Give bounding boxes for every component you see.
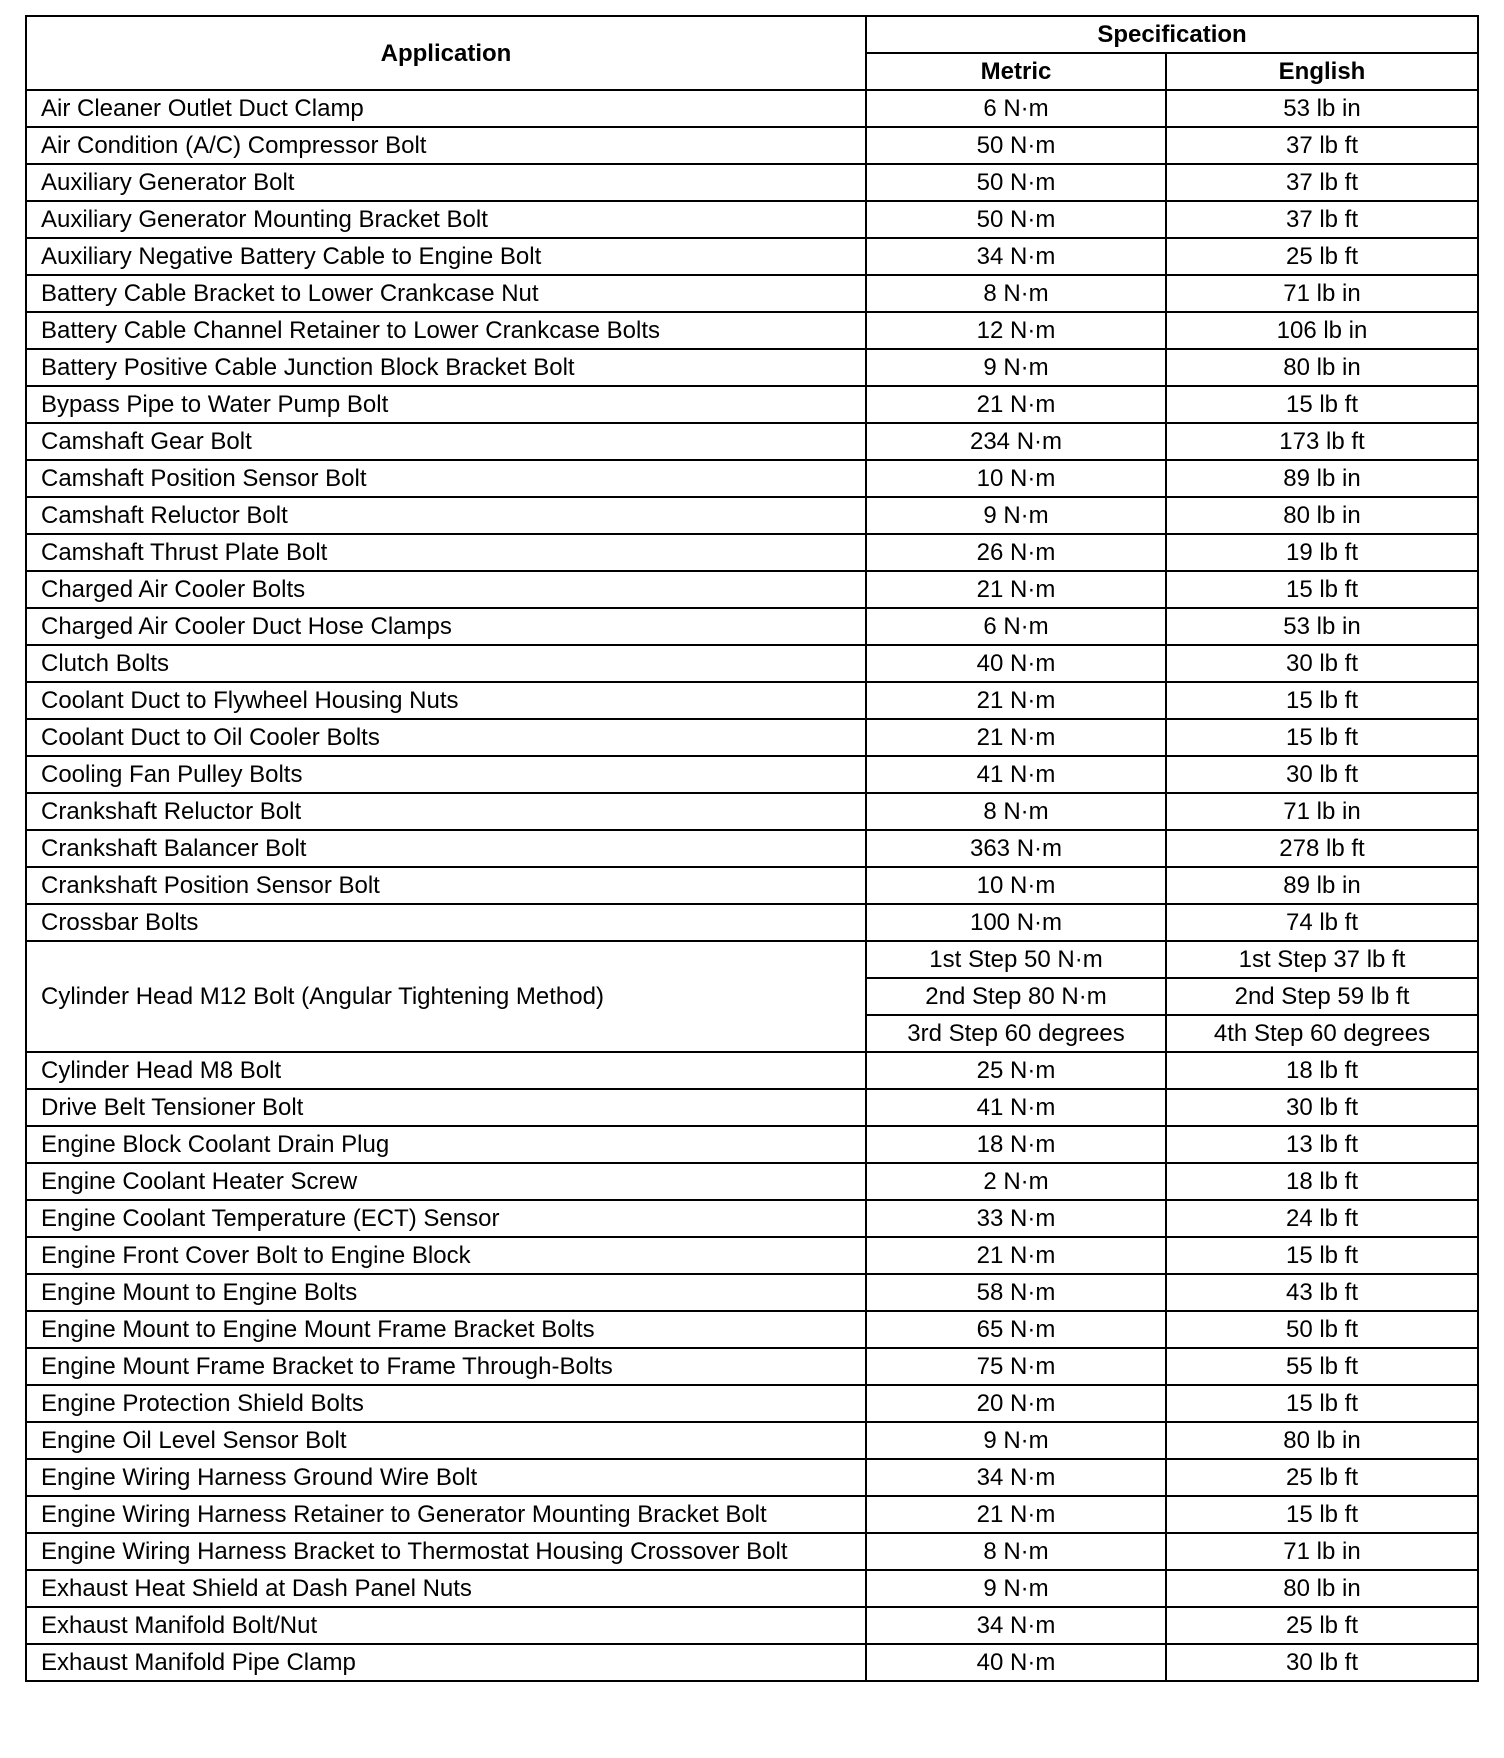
application-cell: Engine Front Cover Bolt to Engine Block bbox=[26, 1237, 866, 1274]
metric-cell: 25 N·m bbox=[866, 1052, 1166, 1089]
metric-cell: 40 N·m bbox=[866, 645, 1166, 682]
metric-cell: 58 N·m bbox=[866, 1274, 1166, 1311]
table-row bbox=[26, 1459, 1478, 1496]
application-cell: Engine Coolant Heater Screw bbox=[26, 1163, 866, 1200]
application-cell: Charged Air Cooler Bolts bbox=[26, 571, 866, 608]
table-row bbox=[26, 608, 1478, 645]
application-cell: Engine Block Coolant Drain Plug bbox=[26, 1126, 866, 1163]
metric-cell: 33 N·m bbox=[866, 1200, 1166, 1237]
english-cell: 55 lb ft bbox=[1166, 1348, 1478, 1385]
metric-cell: 21 N·m bbox=[866, 682, 1166, 719]
application-cell: Battery Positive Cable Junction Block Bracket Bolt bbox=[26, 349, 866, 386]
english-cell: 15 lb ft bbox=[1166, 1496, 1478, 1533]
english-cell: 173 lb ft bbox=[1166, 423, 1478, 460]
table-row bbox=[26, 1607, 1478, 1644]
table-row bbox=[26, 1385, 1478, 1422]
table-row bbox=[26, 1274, 1478, 1311]
application-cell: Engine Wiring Harness Bracket to Thermostat Housing Crossover Bolt bbox=[26, 1533, 866, 1570]
metric-cell: 34 N·m bbox=[866, 1607, 1166, 1644]
application-cell: Charged Air Cooler Duct Hose Clamps bbox=[26, 608, 866, 645]
application-cell: Coolant Duct to Oil Cooler Bolts bbox=[26, 719, 866, 756]
application-cell: Crankshaft Balancer Bolt bbox=[26, 830, 866, 867]
english-cell: 15 lb ft bbox=[1166, 1237, 1478, 1274]
application-cell: Bypass Pipe to Water Pump Bolt bbox=[26, 386, 866, 423]
table-row bbox=[26, 867, 1478, 904]
metric-cell: 2 N·m bbox=[866, 1163, 1166, 1200]
application-cell: Engine Coolant Temperature (ECT) Sensor bbox=[26, 1200, 866, 1237]
application-cell: Clutch Bolts bbox=[26, 645, 866, 682]
metric-cell: 10 N·m bbox=[866, 460, 1166, 497]
english-cell: 80 lb in bbox=[1166, 349, 1478, 386]
english-cell: 15 lb ft bbox=[1166, 571, 1478, 608]
metric-cell: 8 N·m bbox=[866, 275, 1166, 312]
english-cell: 37 lb ft bbox=[1166, 164, 1478, 201]
metric-cell: 12 N·m bbox=[866, 312, 1166, 349]
table-row bbox=[26, 349, 1478, 386]
table-row bbox=[26, 460, 1478, 497]
application-cell: Engine Protection Shield Bolts bbox=[26, 1385, 866, 1422]
table-row bbox=[26, 645, 1478, 682]
table-row bbox=[26, 941, 1478, 978]
metric-cell: 8 N·m bbox=[866, 1533, 1166, 1570]
application-cell: Auxiliary Generator Mounting Bracket Bolt bbox=[26, 201, 866, 238]
english-cell: 106 lb in bbox=[1166, 312, 1478, 349]
table-row bbox=[26, 1311, 1478, 1348]
application-cell: Camshaft Position Sensor Bolt bbox=[26, 460, 866, 497]
table-row bbox=[26, 497, 1478, 534]
english-cell: 30 lb ft bbox=[1166, 645, 1478, 682]
table-row bbox=[26, 756, 1478, 793]
metric-cell: 8 N·m bbox=[866, 793, 1166, 830]
english-cell: 30 lb ft bbox=[1166, 1644, 1478, 1681]
application-cell: Air Condition (A/C) Compressor Bolt bbox=[26, 127, 866, 164]
application-cell: Exhaust Manifold Bolt/Nut bbox=[26, 1607, 866, 1644]
metric-cell: 363 N·m bbox=[866, 830, 1166, 867]
specification-header: Specification bbox=[866, 16, 1478, 53]
english-cell: 80 lb in bbox=[1166, 1570, 1478, 1607]
application-cell: Cylinder Head M12 Bolt (Angular Tightening Method) bbox=[26, 941, 866, 1052]
english-cell: 25 lb ft bbox=[1166, 238, 1478, 275]
metric-cell: 34 N·m bbox=[866, 238, 1166, 275]
application-cell: Engine Wiring Harness Retainer to Generator Mounting Bracket Bolt bbox=[26, 1496, 866, 1533]
metric-cell: 9 N·m bbox=[866, 349, 1166, 386]
table-row bbox=[26, 275, 1478, 312]
metric-cell: 34 N·m bbox=[866, 1459, 1166, 1496]
table-row bbox=[26, 1496, 1478, 1533]
metric-step-cell: 3rd Step 60 degrees bbox=[866, 1015, 1166, 1052]
table-row bbox=[26, 312, 1478, 349]
table-row bbox=[26, 1348, 1478, 1385]
application-cell: Crankshaft Position Sensor Bolt bbox=[26, 867, 866, 904]
metric-cell: 21 N·m bbox=[866, 1496, 1166, 1533]
table-row bbox=[26, 1126, 1478, 1163]
metric-step-cell: 2nd Step 80 N·m bbox=[866, 978, 1166, 1015]
table-row bbox=[26, 904, 1478, 941]
english-cell: 53 lb in bbox=[1166, 608, 1478, 645]
application-cell: Cylinder Head M8 Bolt bbox=[26, 1052, 866, 1089]
metric-cell: 9 N·m bbox=[866, 497, 1166, 534]
table-row bbox=[26, 1570, 1478, 1607]
metric-cell: 26 N·m bbox=[866, 534, 1166, 571]
table-row bbox=[26, 164, 1478, 201]
english-header: English bbox=[1166, 53, 1478, 90]
table-row bbox=[26, 1052, 1478, 1089]
english-cell: 15 lb ft bbox=[1166, 682, 1478, 719]
table-row bbox=[26, 830, 1478, 867]
application-cell: Exhaust Manifold Pipe Clamp bbox=[26, 1644, 866, 1681]
application-cell: Engine Oil Level Sensor Bolt bbox=[26, 1422, 866, 1459]
english-cell: 50 lb ft bbox=[1166, 1311, 1478, 1348]
english-cell: 15 lb ft bbox=[1166, 1385, 1478, 1422]
english-cell: 15 lb ft bbox=[1166, 719, 1478, 756]
application-cell: Coolant Duct to Flywheel Housing Nuts bbox=[26, 682, 866, 719]
application-cell: Crossbar Bolts bbox=[26, 904, 866, 941]
torque-specification-table bbox=[25, 15, 1479, 1682]
metric-cell: 9 N·m bbox=[866, 1570, 1166, 1607]
application-cell: Engine Mount to Engine Bolts bbox=[26, 1274, 866, 1311]
english-cell: 15 lb ft bbox=[1166, 386, 1478, 423]
metric-cell: 100 N·m bbox=[866, 904, 1166, 941]
metric-cell: 6 N·m bbox=[866, 608, 1166, 645]
table-row bbox=[26, 1089, 1478, 1126]
table-row bbox=[26, 127, 1478, 164]
metric-cell: 21 N·m bbox=[866, 1237, 1166, 1274]
metric-cell: 21 N·m bbox=[866, 386, 1166, 423]
metric-cell: 40 N·m bbox=[866, 1644, 1166, 1681]
english-cell: 80 lb in bbox=[1166, 1422, 1478, 1459]
table-row bbox=[26, 534, 1478, 571]
english-cell: 30 lb ft bbox=[1166, 756, 1478, 793]
metric-cell: 9 N·m bbox=[866, 1422, 1166, 1459]
english-step-cell: 4th Step 60 degrees bbox=[1166, 1015, 1478, 1052]
metric-cell: 50 N·m bbox=[866, 127, 1166, 164]
metric-cell: 6 N·m bbox=[866, 90, 1166, 127]
metric-cell: 50 N·m bbox=[866, 164, 1166, 201]
application-header: Application bbox=[26, 16, 866, 90]
english-cell: 53 lb in bbox=[1166, 90, 1478, 127]
metric-cell: 18 N·m bbox=[866, 1126, 1166, 1163]
table-row bbox=[26, 793, 1478, 830]
english-step-cell: 2nd Step 59 lb ft bbox=[1166, 978, 1478, 1015]
metric-cell: 234 N·m bbox=[866, 423, 1166, 460]
english-cell: 13 lb ft bbox=[1166, 1126, 1478, 1163]
application-cell: Cooling Fan Pulley Bolts bbox=[26, 756, 866, 793]
english-cell: 80 lb in bbox=[1166, 497, 1478, 534]
table-row bbox=[26, 201, 1478, 238]
table-row bbox=[26, 1644, 1478, 1681]
table-row bbox=[26, 571, 1478, 608]
table-row bbox=[26, 1533, 1478, 1570]
english-cell: 71 lb in bbox=[1166, 275, 1478, 312]
metric-header: Metric bbox=[866, 53, 1166, 90]
english-cell: 71 lb in bbox=[1166, 1533, 1478, 1570]
english-cell: 19 lb ft bbox=[1166, 534, 1478, 571]
english-cell: 89 lb in bbox=[1166, 867, 1478, 904]
english-cell: 89 lb in bbox=[1166, 460, 1478, 497]
english-cell: 24 lb ft bbox=[1166, 1200, 1478, 1237]
english-cell: 18 lb ft bbox=[1166, 1052, 1478, 1089]
english-cell: 37 lb ft bbox=[1166, 127, 1478, 164]
english-cell: 74 lb ft bbox=[1166, 904, 1478, 941]
table-row bbox=[26, 90, 1478, 127]
english-cell: 30 lb ft bbox=[1166, 1089, 1478, 1126]
english-cell: 71 lb in bbox=[1166, 793, 1478, 830]
application-cell: Battery Cable Bracket to Lower Crankcase Nut bbox=[26, 275, 866, 312]
application-cell: Air Cleaner Outlet Duct Clamp bbox=[26, 90, 866, 127]
metric-cell: 21 N·m bbox=[866, 571, 1166, 608]
application-cell: Auxiliary Negative Battery Cable to Engine Bolt bbox=[26, 238, 866, 275]
table-row bbox=[26, 719, 1478, 756]
table-row bbox=[26, 1200, 1478, 1237]
metric-cell: 41 N·m bbox=[866, 1089, 1166, 1126]
metric-cell: 41 N·m bbox=[866, 756, 1166, 793]
table-row bbox=[26, 1163, 1478, 1200]
english-cell: 25 lb ft bbox=[1166, 1459, 1478, 1496]
metric-cell: 21 N·m bbox=[866, 719, 1166, 756]
application-cell: Camshaft Thrust Plate Bolt bbox=[26, 534, 866, 571]
table-row bbox=[26, 386, 1478, 423]
english-step-cell: 1st Step 37 lb ft bbox=[1166, 941, 1478, 978]
application-cell: Crankshaft Reluctor Bolt bbox=[26, 793, 866, 830]
english-cell: 43 lb ft bbox=[1166, 1274, 1478, 1311]
english-cell: 37 lb ft bbox=[1166, 201, 1478, 238]
metric-cell: 10 N·m bbox=[866, 867, 1166, 904]
application-cell: Exhaust Heat Shield at Dash Panel Nuts bbox=[26, 1570, 866, 1607]
table-row bbox=[26, 238, 1478, 275]
metric-cell: 20 N·m bbox=[866, 1385, 1166, 1422]
application-cell: Drive Belt Tensioner Bolt bbox=[26, 1089, 866, 1126]
english-cell: 25 lb ft bbox=[1166, 1607, 1478, 1644]
metric-cell: 65 N·m bbox=[866, 1311, 1166, 1348]
application-cell: Engine Wiring Harness Ground Wire Bolt bbox=[26, 1459, 866, 1496]
application-cell: Camshaft Reluctor Bolt bbox=[26, 497, 866, 534]
application-cell: Battery Cable Channel Retainer to Lower Crankcase Bolts bbox=[26, 312, 866, 349]
application-cell: Camshaft Gear Bolt bbox=[26, 423, 866, 460]
english-cell: 18 lb ft bbox=[1166, 1163, 1478, 1200]
table-row bbox=[26, 1237, 1478, 1274]
metric-step-cell: 1st Step 50 N·m bbox=[866, 941, 1166, 978]
table-row bbox=[26, 423, 1478, 460]
application-cell: Engine Mount Frame Bracket to Frame Through-Bolts bbox=[26, 1348, 866, 1385]
table-row bbox=[26, 682, 1478, 719]
application-cell: Engine Mount to Engine Mount Frame Bracket Bolts bbox=[26, 1311, 866, 1348]
metric-cell: 50 N·m bbox=[866, 201, 1166, 238]
metric-cell: 75 N·m bbox=[866, 1348, 1166, 1385]
application-cell: Auxiliary Generator Bolt bbox=[26, 164, 866, 201]
english-cell: 278 lb ft bbox=[1166, 830, 1478, 867]
table-row bbox=[26, 1422, 1478, 1459]
